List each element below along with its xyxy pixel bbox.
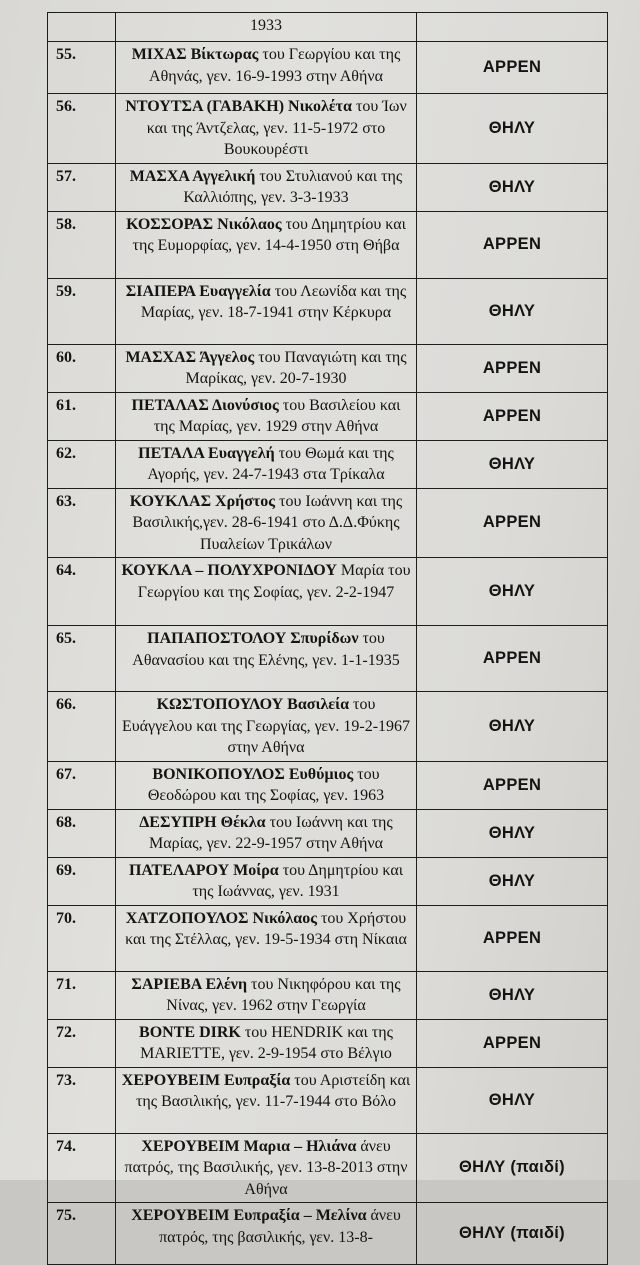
- row-number: 68.: [48, 809, 116, 857]
- continuation-num-cell: [48, 13, 116, 42]
- person-details: του Θωμά και της Αγορής, γεν. 24-7-1943 στα Τρίκαλα: [147, 444, 394, 483]
- person-details: του HENDRIK και της MARIETTE, γεν. 2-9-1954 στο Βέλγιο: [140, 1023, 393, 1062]
- table-row: [48, 344, 608, 392]
- person-description: [116, 761, 417, 809]
- person-description: [116, 971, 417, 1019]
- person-description: [116, 809, 417, 857]
- row-number: 74.: [48, 1133, 116, 1203]
- person-description: [116, 905, 417, 971]
- person-name: ΧΕΡΟΥΒΕΙΜ Μαρια – Ηλιάνα: [141, 1137, 357, 1155]
- person-details: του Λεωνίδα και της Μαρίας, γεν. 18-7-1941 στην Κέρκυρα: [140, 282, 407, 321]
- person-details: του Νικηφόρου και της Νίνας, γεν. 1962 στην Γεωργία: [166, 975, 401, 1014]
- row-number: 73.: [48, 1067, 116, 1133]
- sex-label: ΘΗΛΥ: [417, 94, 608, 164]
- sex-label: ΑΡΡΕΝ: [417, 488, 608, 558]
- table-row: [48, 163, 608, 211]
- person-details: του Χρήστου και της Στέλλας, γεν. 19-5-1934 στη Νίκαια: [125, 909, 407, 948]
- row-number: 72.: [48, 1019, 116, 1067]
- person-description: [116, 1133, 417, 1203]
- table-row: [48, 1067, 608, 1133]
- person-name: ΜΑΣΧΑ Αγγελική: [129, 167, 256, 185]
- person-name: ΜΙΧΑΣ Βίκτωρας: [131, 46, 259, 63]
- person-name: ΚΟΥΚΛΑ – ΠΟΛΥΧΡΟΝΙΔΟΥ: [121, 562, 337, 579]
- person-name: ΣΑΡΙΕΒΑ Ελένη: [131, 975, 248, 993]
- row-number: 61.: [48, 392, 116, 440]
- person-description: [116, 1067, 417, 1133]
- row-number: 67.: [48, 761, 116, 809]
- continuation-text: 1933: [116, 13, 417, 42]
- row-number: 71.: [48, 971, 116, 1019]
- sex-label: ΘΗΛΥ: [417, 440, 608, 488]
- table-row: [48, 558, 608, 626]
- person-name: ΣΙΑΠΕΡΑ Ευαγγελία: [125, 282, 271, 300]
- person-description: [116, 211, 417, 278]
- table-row: [48, 278, 608, 344]
- person-name: ΝΤΟΥΤΣΑ (ΓΑΒΑΚΗ) Νικολέτα: [125, 98, 352, 115]
- sex-label: ΑΡΡΕΝ: [417, 761, 608, 809]
- person-description: [116, 163, 417, 211]
- person-details: του Αριστείδη και της Βασιλικής, γεν. 11-7-1944 στο Βόλο: [135, 1071, 411, 1110]
- person-description: [116, 626, 417, 692]
- sex-label: ΑΡΡΕΝ: [417, 626, 608, 692]
- person-details: του Βασιλείου και της Μαρίας, γεν. 1929 στην Αθήνα: [153, 396, 401, 435]
- person-name: ΧΕΡΟΥΒΕΙΜ Ευπραξία: [121, 1071, 291, 1089]
- sex-label: ΘΗΛΥ: [417, 971, 608, 1019]
- person-name: BONTE DIRK: [139, 1023, 241, 1041]
- sex-label: ΘΗΛΥ: [417, 857, 608, 905]
- sex-label: ΑΡΡΕΝ: [417, 905, 608, 971]
- sex-label: ΘΗΛΥ: [417, 809, 608, 857]
- person-description: [116, 392, 417, 440]
- person-description: [116, 1019, 417, 1067]
- sex-label: ΘΗΛΥ (παιδί): [417, 1133, 608, 1203]
- person-name: ΠΑΤΕΛΑΡΟΥ Μοίρα: [128, 861, 279, 879]
- person-details: άνευ πατρός, της βασιλικής, γεν. 13-8-: [159, 1207, 401, 1246]
- person-name: ΒΟΝΙΚΟΠΟΥΛΟΣ Ευθύμιος: [152, 765, 354, 783]
- person-details: του Δημητρίου και της Ευμορφίας, γεν. 14-4-1950 στη Θήβα: [132, 215, 406, 254]
- person-details: του Ίων και της Άντζελας, γεν. 11-5-1972 στο Βουκουρέστι: [146, 98, 407, 158]
- person-details: του Ιωάννη και της Μαρίας, γεν. 22-9-1957 στην Αθήνα: [149, 813, 393, 852]
- row-number: 66.: [48, 692, 116, 762]
- person-details: του Ευάγγελου και της Γεωργίας, γεν. 19-2-1967 στην Αθήνα: [121, 696, 411, 756]
- registry-table: [47, 12, 608, 1265]
- person-description: [116, 278, 417, 344]
- row-number: 55.: [48, 42, 116, 94]
- person-details: του Παναγιώτη και της Μαρίκας, γεν. 20-7-1930: [185, 348, 407, 387]
- table-row: [48, 211, 608, 278]
- table-row: [48, 626, 608, 692]
- person-details: άνευ πατρός, της Βασιλικής, γεν. 13-8-2013 στην Αθήνα: [124, 1137, 408, 1198]
- sex-label: ΑΡΡΕΝ: [417, 392, 608, 440]
- person-name: ΔΕΣΥΠΡΗ Θέκλα: [139, 813, 266, 831]
- table-row: [48, 761, 608, 809]
- table-row: [48, 94, 608, 164]
- person-description: [116, 1203, 417, 1265]
- person-description: [116, 94, 417, 164]
- row-number: 57.: [48, 163, 116, 211]
- table-row: [48, 1019, 608, 1067]
- row-number: 60.: [48, 344, 116, 392]
- table-row: [48, 905, 608, 971]
- person-name: ΚΩΣΤΟΠΟΥΛΟΥ Βασιλεία: [156, 696, 350, 713]
- table-row: [48, 857, 608, 905]
- row-number: 65.: [48, 626, 116, 692]
- person-name: ΧΕΡΟΥΒΕΙΜ Ευπραξία – Μελίνα: [131, 1207, 367, 1224]
- person-details: του Δημητρίου και της Ιωάννας, γεν. 1931: [192, 861, 404, 900]
- person-details: Μαρία του Γεωργίου και της Σοφίας, γεν. 2-2-1947: [137, 562, 411, 601]
- person-name: ΜΑΣΧΑΣ Άγγελος: [125, 348, 255, 366]
- person-description: [116, 692, 417, 762]
- continuation-sex-cell: [417, 13, 608, 42]
- person-details: του Στυλιανού και της Καλλιόπης, γεν. 3-3-1933: [183, 167, 403, 206]
- person-description: [116, 42, 417, 94]
- person-name: ΠΕΤΑΛΑΣ Διονύσιος: [131, 396, 279, 414]
- sex-label: ΑΡΡΕΝ: [417, 1019, 608, 1067]
- sex-label: ΑΡΡΕΝ: [417, 211, 608, 278]
- table-row: [48, 692, 608, 762]
- table-row: [48, 42, 608, 94]
- person-name: ΚΟΣΣΟΡΑΣ Νικόλαος: [126, 215, 282, 233]
- continuation-row: [48, 13, 608, 42]
- person-description: [116, 857, 417, 905]
- sex-label: ΑΡΡΕΝ: [417, 344, 608, 392]
- person-name: ΠΑΠΑΠΟΣΤΟΛΟΥ Σπυρίδων: [147, 630, 359, 647]
- person-description: [116, 558, 417, 626]
- sex-label: ΑΡΡΕΝ: [417, 42, 608, 94]
- person-details: του Θεοδώρου και της Σοφίας, γεν. 1963: [147, 765, 385, 804]
- person-details: του Αθανασίου και της Ελένης, γεν. 1-1-1935: [132, 630, 400, 669]
- person-details: του Ιωάννη και της Βασιλικής,γεν. 28-6-1941 στο Δ.Δ.Φύκης Πυαλείων Τρικάλων: [132, 492, 403, 553]
- row-number: 64.: [48, 558, 116, 626]
- row-number: 59.: [48, 278, 116, 344]
- sex-label: ΘΗΛΥ: [417, 1067, 608, 1133]
- table-row: [48, 809, 608, 857]
- sex-label: ΘΗΛΥ: [417, 558, 608, 626]
- row-number: 75.: [48, 1203, 116, 1265]
- person-description: [116, 488, 417, 558]
- sex-label: ΘΗΛΥ: [417, 278, 608, 344]
- row-number: 69.: [48, 857, 116, 905]
- sex-label: ΘΗΛΥ: [417, 163, 608, 211]
- table-row: [48, 1203, 608, 1265]
- sex-label: ΘΗΛΥ: [417, 692, 608, 762]
- row-number: 70.: [48, 905, 116, 971]
- table-row: [48, 488, 608, 558]
- table-row: [48, 1133, 608, 1203]
- table-row: [48, 971, 608, 1019]
- table-row: [48, 440, 608, 488]
- table-row: [48, 392, 608, 440]
- person-name: ΧΑΤΖΟΠΟΥΛΟΣ Νικόλαος: [125, 909, 317, 927]
- row-number: 56.: [48, 94, 116, 164]
- person-name: ΠΕΤΑΛΑ Ευαγγελή: [138, 444, 275, 462]
- person-description: [116, 344, 417, 392]
- person-name: ΚΟΥΚΛΑΣ Χρήστος: [129, 492, 276, 510]
- person-description: [116, 440, 417, 488]
- row-number: 63.: [48, 488, 116, 558]
- sex-label: ΘΗΛΥ (παιδί): [417, 1203, 608, 1265]
- person-details: του Γεωργίου και της Αθηνάς, γεν. 16-9-1993 στην Αθήνα: [149, 46, 401, 85]
- row-number: 58.: [48, 211, 116, 278]
- row-number: 62.: [48, 440, 116, 488]
